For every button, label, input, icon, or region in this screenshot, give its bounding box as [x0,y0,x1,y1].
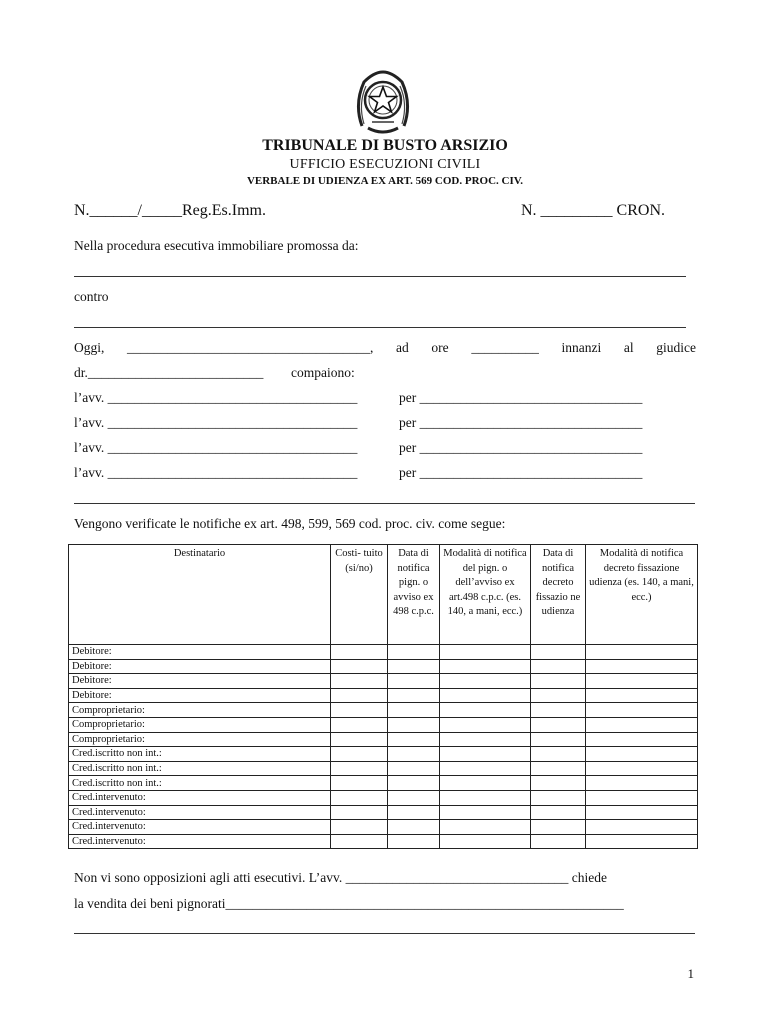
table-cell[interactable] [531,703,586,718]
table-cell[interactable] [531,688,586,703]
table-cell[interactable] [531,761,586,776]
table-cell[interactable] [440,717,531,732]
table-cell[interactable] [586,820,698,835]
table-cell[interactable] [586,732,698,747]
lawyer-field[interactable]: l’avv. _____________________________________ [74,415,358,430]
table-cell[interactable] [531,732,586,747]
table-cell[interactable] [586,645,698,660]
table-cell[interactable] [531,805,586,820]
recipient-cell: Debitore: [69,674,331,689]
hearing-word: al [623,340,634,355]
lawyer-party-field[interactable]: per _________________________________ [399,390,643,405]
hearing-word: ad [396,340,409,355]
appear-label: compaiono: [291,365,355,380]
table-cell[interactable] [586,688,698,703]
closing-blank-line[interactable] [74,933,695,934]
table-cell[interactable] [586,674,698,689]
table-cell[interactable] [531,776,586,791]
table-row [69,761,698,776]
table-cell[interactable] [388,805,440,820]
col-header-decree-date: Data di notifica decreto fissazio ne udienza [531,545,586,645]
table-cell[interactable] [331,820,388,835]
table-cell[interactable] [331,703,388,718]
table-cell[interactable] [331,659,388,674]
table-cell[interactable] [331,717,388,732]
table-cell[interactable] [388,703,440,718]
table-cell[interactable] [440,703,531,718]
table-cell[interactable] [440,674,531,689]
chronological-number-field[interactable]: N. _________ CRON. [521,202,666,219]
recipient-cell: Comproprietario: [69,732,331,747]
table-cell[interactable] [388,674,440,689]
table-row [69,790,698,805]
lawyer-party-field[interactable]: per _________________________________ [399,440,643,455]
recipient-cell: Cred.intervenuto: [69,790,331,805]
recipient-cell: Cred.iscritto non int.: [69,761,331,776]
date-blank[interactable]: ____________________________________, [127,340,374,355]
divider-line [74,503,695,504]
table-cell[interactable] [586,761,698,776]
table-cell[interactable] [331,790,388,805]
debtor-blank-line[interactable] [74,327,686,328]
table-cell[interactable] [331,761,388,776]
page-number: 1 [687,966,694,981]
table-cell[interactable] [440,805,531,820]
table-cell[interactable] [331,674,388,689]
italian-republic-emblem [352,68,414,138]
col-header-recipient: Destinatario [69,545,331,645]
table-cell[interactable] [586,703,698,718]
table-cell[interactable] [331,834,388,849]
notifications-table [68,544,698,849]
table-cell[interactable] [586,717,698,732]
table-cell[interactable] [440,776,531,791]
table-cell[interactable] [440,761,531,776]
table-cell[interactable] [388,834,440,849]
table-cell[interactable] [531,659,586,674]
table-cell[interactable] [531,790,586,805]
recipient-cell: Debitore: [69,688,331,703]
table-row [69,645,698,660]
hearing-word: Oggi, [74,340,105,355]
recipient-cell: Debitore: [69,645,331,660]
table-cell[interactable] [331,688,388,703]
table-cell[interactable] [531,674,586,689]
recipient-cell: Comproprietario: [69,717,331,732]
recipient-cell: Cred.iscritto non int.: [69,747,331,762]
table-cell[interactable] [388,790,440,805]
table-cell[interactable] [440,820,531,835]
table-cell[interactable] [388,645,440,660]
table-cell[interactable] [531,834,586,849]
creditor-blank-line[interactable] [74,276,686,277]
recipient-cell: Debitore: [69,659,331,674]
table-cell[interactable] [331,732,388,747]
table-cell[interactable] [586,805,698,820]
table-row [69,732,698,747]
table-cell[interactable] [388,717,440,732]
table-cell[interactable] [440,732,531,747]
recipient-cell: Cred.intervenuto: [69,805,331,820]
table-row [69,674,698,689]
table-cell[interactable] [331,805,388,820]
table-cell[interactable] [388,820,440,835]
record-subtitle: VERBALE DI UDIENZA EX ART. 569 COD. PROC. CIV. [246,175,524,187]
hearing-word: giudice [656,340,696,355]
table-row [69,703,698,718]
court-title: TRIBUNALE DI BUSTO ARSIZIO [262,137,508,154]
table-header-row [69,545,698,645]
table-cell[interactable] [531,717,586,732]
table-row [69,717,698,732]
table-cell[interactable] [586,790,698,805]
recipient-cell: Cred.iscritto non int.: [69,776,331,791]
table-cell[interactable] [586,747,698,762]
table-cell[interactable] [440,645,531,660]
table-cell[interactable] [388,761,440,776]
table-cell[interactable] [586,776,698,791]
table-row [69,747,698,762]
table-cell[interactable] [586,659,698,674]
table-cell[interactable] [440,747,531,762]
table-cell[interactable] [331,776,388,791]
registry-number-field[interactable]: N.______/_____Reg.Es.Imm. [74,202,266,219]
sale-request-text: la vendita dei beni pignorati___________________________________________________________ [74,896,624,911]
lawyer-field[interactable]: l’avv. _____________________________________ [74,440,358,455]
col-header-seizure-notice-method: Modalità di notifica del pign. o dell’avviso ex art.498 c.p.c. (es. 140, a mani, ecc.) [440,545,531,645]
table-cell[interactable] [440,659,531,674]
judge-name-blank[interactable]: dr.__________________________ [74,365,264,380]
table-cell[interactable] [531,747,586,762]
hearing-word: innanzi [561,340,602,355]
opposition-text: Non vi sono opposizioni agli atti esecutivi. L’avv. _________________________________ chiede [74,870,607,885]
procedure-label: Nella procedura esecutiva immobiliare promossa da: [74,238,359,253]
recipient-cell: Comproprietario: [69,703,331,718]
table-row [69,805,698,820]
verify-notifications-text: Vengono verificate le notifiche ex art. 498, 599, 569 cod. proc. civ. come segue: [74,516,506,531]
lawyer-party-field[interactable]: per _________________________________ [399,415,643,430]
time-blank[interactable]: __________ [471,340,539,355]
table-row [69,659,698,674]
table-cell[interactable] [388,732,440,747]
hearing-word: ore [431,340,449,355]
contro-label: contro [74,289,109,304]
col-header-seizure-notice-date: Data di notifica pign. o avviso ex 498 c.p.c. [388,545,440,645]
lawyer-field[interactable]: l’avv. _____________________________________ [74,390,358,405]
table-cell[interactable] [531,645,586,660]
table-cell[interactable] [388,688,440,703]
recipient-cell: Cred.intervenuto: [69,820,331,835]
col-header-constituted: Costi- tuito (si/no) [331,545,388,645]
table-row [69,820,698,835]
office-subtitle: UFFICIO ESECUZIONI CIVILI [289,157,481,172]
recipient-cell: Cred.intervenuto: [69,834,331,849]
table-cell[interactable] [388,659,440,674]
table-cell[interactable] [440,790,531,805]
table-cell[interactable] [586,834,698,849]
lawyer-field[interactable]: l’avv. _____________________________________ [74,465,358,480]
table-cell[interactable] [531,820,586,835]
table-row [69,776,698,791]
col-header-decree-method: Modalità di notifica decreto fissazione udienza (es. 140, a mani, ecc.) [586,545,698,645]
table-row [69,834,698,849]
table-cell[interactable] [331,747,388,762]
table-cell[interactable] [388,776,440,791]
table-cell[interactable] [331,645,388,660]
table-cell[interactable] [440,688,531,703]
table-cell[interactable] [440,834,531,849]
hearing-line [74,340,696,356]
table-cell[interactable] [388,747,440,762]
table-row [69,688,698,703]
lawyer-party-field[interactable]: per _________________________________ [399,465,643,480]
